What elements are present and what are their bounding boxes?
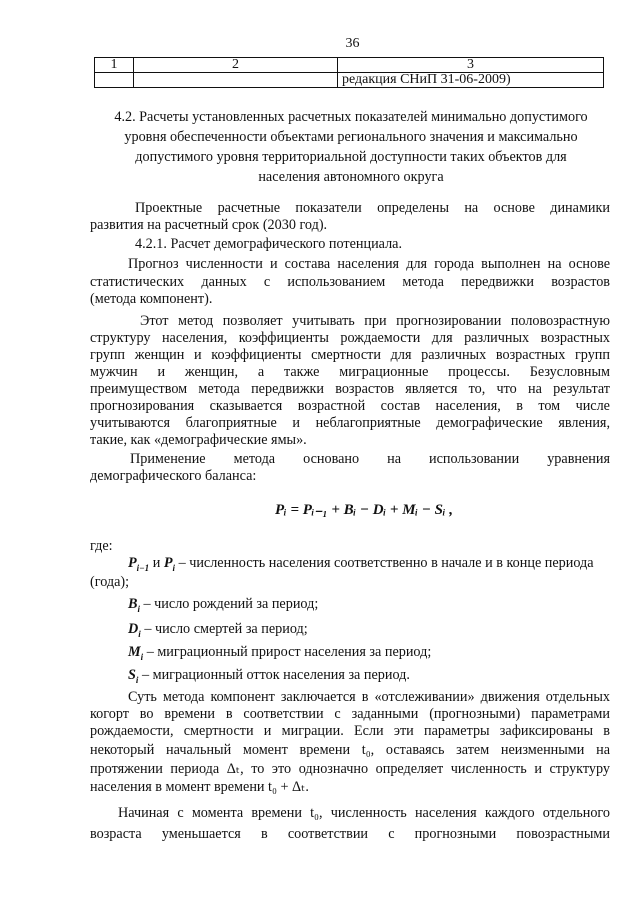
heading-line: 4.2. Расчеты установленных расчетных показателей минимально допустимого — [114, 109, 588, 125]
paragraph-line: некоторый начальный момент времени t₀, оставаясь затем неизменными на — [90, 742, 610, 758]
definition-d — [128, 621, 308, 639]
paragraph-line: рождаемости, смертности и миграции. Если эти параметры зафиксированы в — [90, 723, 610, 739]
paragraph-line: демографического баланса: — [90, 468, 257, 484]
paragraph-line: Проектные расчетные показатели определены на основе динамики — [135, 200, 610, 216]
header-cell-edition: редакция СНиП 31-06-2009) — [338, 73, 604, 88]
heading-line: уровня обеспеченности объектами регионального значения и максимально — [124, 129, 578, 145]
section-heading — [86, 107, 616, 187]
header-cell-2: 2 — [134, 58, 338, 73]
symbol-p: $P_i$ — [163, 555, 176, 573]
paragraph-line: возраста уменьшается в соответствии с прогнозными повозрастными — [90, 826, 610, 842]
definition-m-text: – миграционный прирост населения за период; — [143, 644, 432, 660]
header-table — [94, 57, 604, 88]
definition-m — [128, 644, 431, 662]
symbol-b: $B_i$ — [128, 596, 140, 614]
paragraph-line: населения в момент времени t₀ + Δₜ. — [90, 779, 309, 795]
header-cell-3: 3 — [338, 58, 604, 73]
definition-d-text: – число смертей за период; — [140, 621, 308, 637]
paragraph-line: Суть метода компонент заключается в «отслеживании» движения отдельных — [128, 689, 610, 705]
symbol-m: $M_i$ — [128, 644, 144, 662]
definition-s-text: – миграционный отток населения за период. — [138, 667, 410, 683]
paragraph-line: такие, как «демографические ямы». — [90, 432, 307, 448]
symbol-s: $S_i$ — [128, 667, 139, 685]
definition-p — [128, 555, 594, 573]
symbol-d: $D_i$ — [128, 621, 141, 639]
paragraph-line: учитываются благоприятные и неблагоприятные демографические явления, — [90, 415, 610, 431]
symbol-p-prev: $P_{i-1}$ — [128, 555, 150, 573]
where-label: где: — [90, 538, 113, 554]
header-cell-1: 1 — [95, 58, 134, 73]
heading-line: населения автономного округа — [258, 169, 444, 185]
header-cell-empty-1 — [95, 73, 134, 88]
paragraph-line: Начиная с момента времени t₀, численность населения каждого отдельного — [118, 805, 610, 821]
paragraph-line: групп женщин и коэффициенты смертности для различных возрастных групп — [90, 347, 610, 363]
paragraph-line: статистических данных с использованием метода передвижки возрастов — [90, 274, 610, 290]
paragraph-line: преимуществом метода передвижки возрастов является то, что на результат — [90, 381, 610, 397]
definition-s — [128, 667, 410, 685]
definition-b — [128, 596, 318, 614]
paragraph-line: когорт во времени в соответствии с заданными (прогнозными) параметрами — [90, 706, 610, 722]
definition-p-text: – численность населения соответственно в начале и в конце периода — [175, 555, 594, 571]
balance-formula: Pᵢ = Pᵢ₋₁ + Bᵢ − Dᵢ + Mᵢ − Sᵢ , — [275, 502, 454, 518]
paragraph-line: прогнозирования сказывается возрастной состав населения, в том числе — [90, 398, 610, 414]
subsection-heading: 4.2.1. Расчет демографического потенциала. — [135, 236, 403, 252]
paragraph-line: мужчин и женщин, а также миграционные процессы. Безусловным — [90, 364, 610, 380]
paragraph-line: (метода компонент). — [90, 291, 213, 307]
definition-p-cont: (года); — [90, 574, 130, 590]
paragraph-line: Этот метод позволяет учитывать при прогнозировании половозрастную — [140, 313, 610, 329]
paragraph-line: протяжении периода Δₜ, то это однозначно определяет численность и структуру — [90, 761, 610, 777]
heading-line: допустимого уровня территориальной доступности таких объектов для — [135, 149, 567, 165]
paragraph-line: Применение метода основано на использовании уравнения — [130, 451, 610, 467]
paragraph-line: Прогноз численности и состава населения для города выполнен на основе — [128, 256, 610, 272]
paragraph-line: развития на расчетный срок (2030 год). — [90, 217, 328, 233]
paragraph-line: структуру населения, коэффициенты рождаемости для различных возрастных — [90, 330, 610, 346]
header-cell-empty-2 — [134, 73, 338, 88]
page-number: 36 — [345, 36, 360, 51]
definition-b-text: – число рождений за период; — [139, 596, 319, 612]
definition-and: и — [152, 555, 161, 571]
